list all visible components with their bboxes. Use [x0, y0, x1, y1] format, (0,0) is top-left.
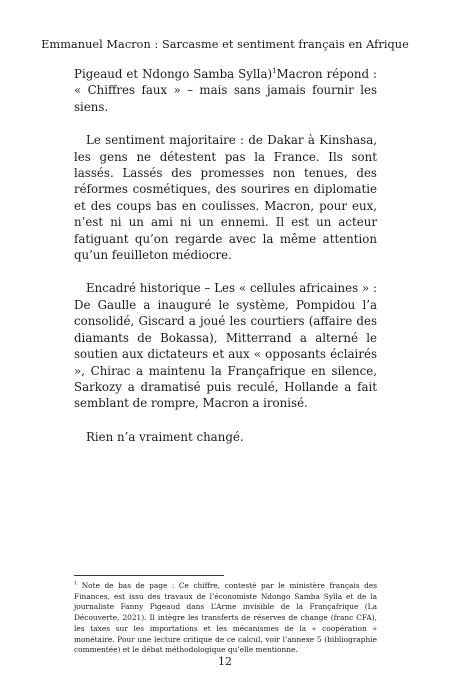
page-number: 12 — [218, 655, 232, 668]
footnote — [74, 581, 377, 656]
footnote-text: Note de bas de page : Ce chiffre, contesté par le ministère français des Finances, est issu des travaux de l’économiste Ndongo Samba Sylla et de la journaliste Fanny Pigeaud dans L’Arme invisible de la Françafrique (La Découverte, 2021). Il intègre les transferts de réserves de change (franc CFA), les taxes sur les importations et les mécanismes de la « coopération » monétaire. Pour une lecture critique de ce calcul, voir l’annexe 5 (bibliographie commentée) et le débat méthodologique qu’elle mentionne. — [74, 581, 377, 655]
footnote-reference[interactable]: 1 — [272, 67, 277, 76]
paragraph-4: Rien n’a vraiment changé. — [86, 429, 244, 444]
paragraph-1-end: Macron répond : « Chiffres faux » – mais sans jamais fournir les siens. — [74, 67, 377, 114]
footnote-number: 1 — [74, 580, 78, 587]
footnote-separator — [74, 575, 224, 576]
paragraph-2: Le sentiment majoritaire : de Dakar à Kinshasa, les gens ne détestent pas la France. Ils sont lassés. Lassés des promesses non tenues, des réformes cosmétiques, des sourires en diplomatie et des coups bas en coulisses. Macron, pour eux, n’est ni un ami ni un ennemi. Il est un acteur fatiguant qu’on regarde avec la même attention qu’un feuilleton médiocre. — [74, 133, 377, 263]
paragraph-3-historical-box: Encadré historique – Les « cellules africaines » : De Gaulle a inauguré le système, Pompidou l’a consolidé, Giscard a joué les courtiers (affaire des diamants de Bokassa), Mitterrand a alterné le soutien aux dictateurs et aux « opposants éclairés », Chirac a maintenu la Françafrique en silence, Sarkozy a dramatisé puis reculé, Hollande a fait semblant de rompre, Macron a ironisé. — [74, 281, 377, 411]
running-header: Emmanuel Macron : Sarcasme et sentiment français en Afrique — [41, 38, 409, 51]
paragraph-1 — [74, 66, 377, 115]
paragraph-1-start: Pigeaud et Ndongo Samba Sylla) — [74, 67, 273, 81]
body-text — [74, 66, 377, 462]
